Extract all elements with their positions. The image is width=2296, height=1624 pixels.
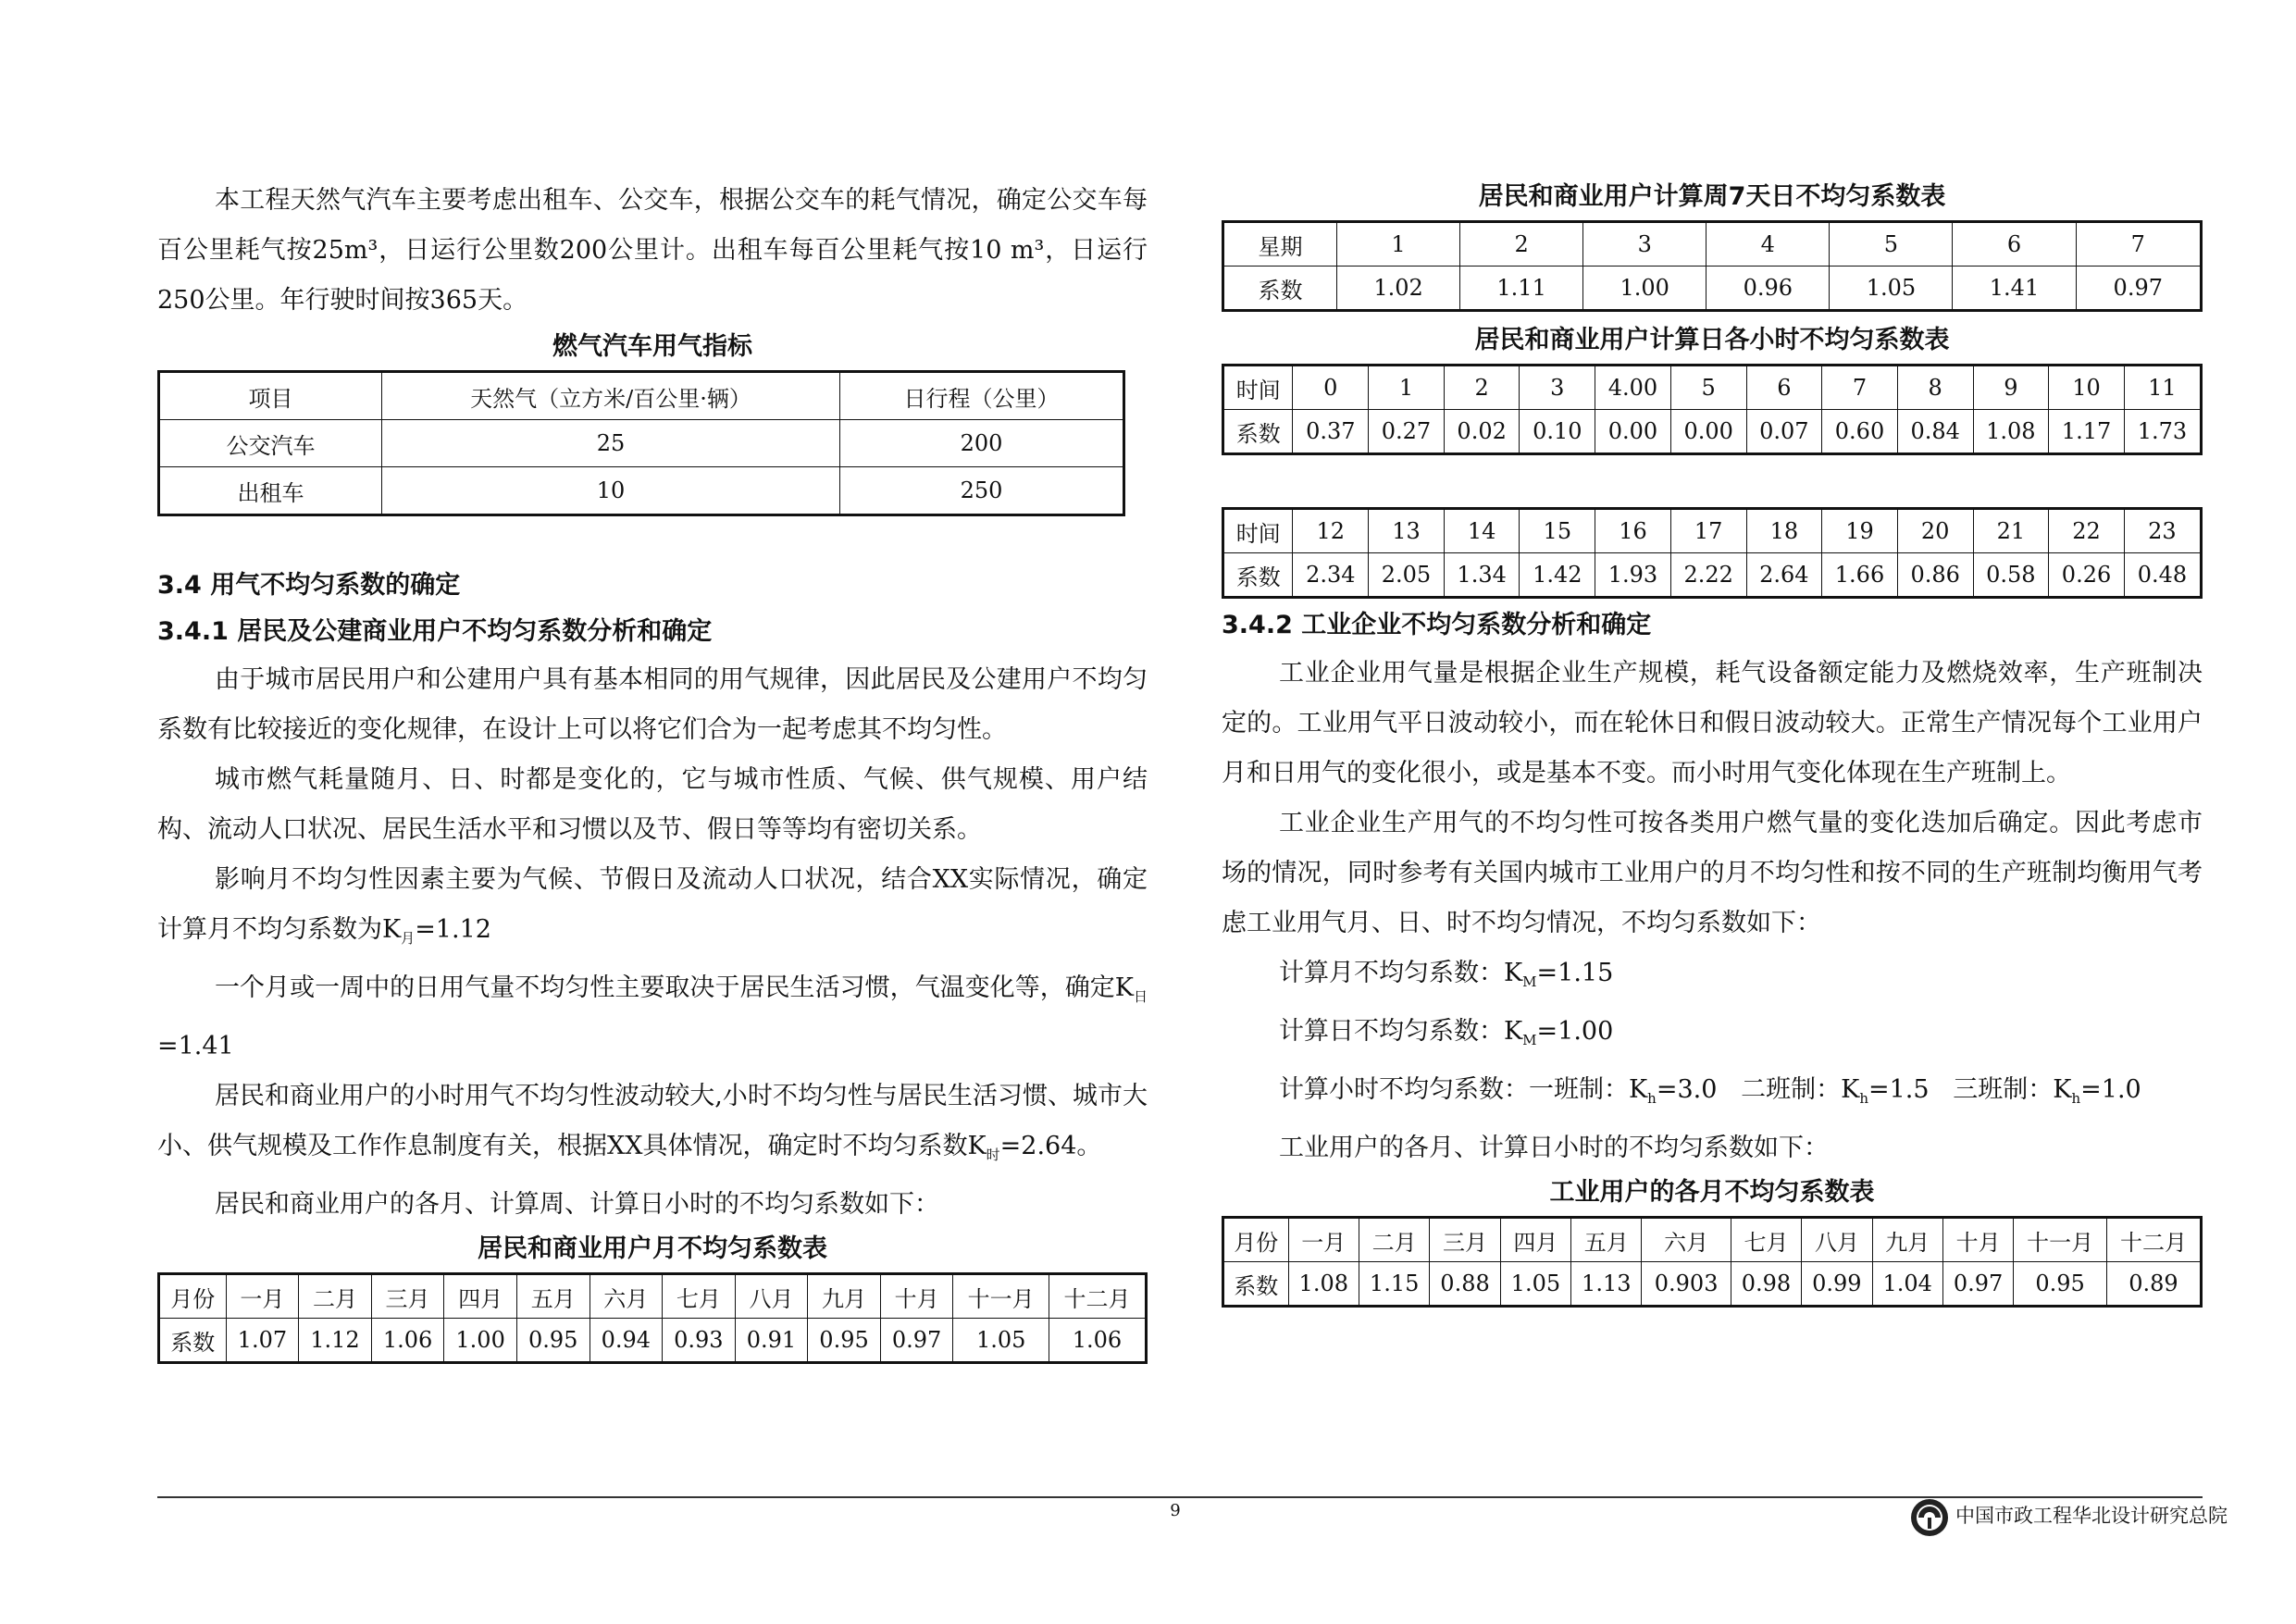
table-cell: 九月: [1872, 1218, 1942, 1262]
paragraph-5: 居民和商业用户的小时用气不均匀性波动较大,小时不均匀性与居民生活习惯、城市大小、供气规模及工作作息制度有关，根据XX具体情况，确定时不均匀系数$K_时=2.64$。: [157, 1082, 1148, 1163]
section-3-4-2-heading: 3.4.2 工业企业不均匀系数分析和确定: [1222, 611, 1652, 639]
table-cell: 0.00: [1670, 410, 1746, 454]
table-cell: 14: [1444, 509, 1520, 553]
table-cell: 1.00: [444, 1319, 517, 1363]
table-cell: 0.95: [2014, 1262, 2107, 1307]
table-cell: 0.95: [516, 1319, 590, 1363]
table-cell: 21: [1973, 509, 2049, 553]
table-row: [1223, 222, 2202, 267]
table-cell: 出租车: [159, 467, 382, 515]
table-cell: 六月: [1642, 1218, 1731, 1262]
table-cell: 6: [1746, 366, 1822, 410]
table-cell: 1.05: [953, 1319, 1049, 1363]
table-cell: 0.26: [2049, 553, 2125, 598]
table-cell: 15: [1520, 509, 1595, 553]
table-cell: 0.89: [2106, 1262, 2201, 1307]
table-cell: 4: [1706, 222, 1830, 267]
table-row: [1223, 1218, 2202, 1262]
intro-paragraph: 本工程天然气汽车主要考虑出租车、公交车，根据公交车的耗气情况，确定公交车每百公里耗气按25m³，日运行公里数200公里计。出租车每百公里耗气按10 m³，日运行250公里。年行驶时间按365天。: [157, 186, 1148, 315]
table-cell: 10: [2049, 366, 2125, 410]
table-cell: 1.02: [1336, 267, 1459, 311]
table-cell: 22: [2049, 509, 2125, 553]
table-row: [159, 1274, 1147, 1319]
paragraph-3: 影响月不均匀性因素主要为气候、节假日及流动人口状况，结合XX实际情况，确定计算月不均匀系数为$K_月=1.12$: [157, 865, 1148, 947]
table-cell: 12: [1293, 509, 1369, 553]
table-cell: 1.08: [1288, 1262, 1359, 1307]
industrial-paragraph-3: 工业用户的各月、计算日小时的不均匀系数如下：: [1279, 1134, 1829, 1162]
table-cell: 17: [1670, 509, 1746, 553]
hourly-table-part-1: [1222, 364, 2203, 455]
industrial-paragraph-2: 工业企业生产用气的不均匀性可按各类用户燃气量的变化迭加后确定。因此考虑市场的情况，同时参考有关国内城市工业用户的月不均匀性和按不同的生产班制均衡用气考虑工业用气月、日、时不均匀情况，不均匀系数如下：: [1222, 809, 2203, 937]
table-row: [1223, 1262, 2202, 1307]
table-cell: 天然气（立方米/百公里·辆）: [382, 372, 840, 420]
table-cell: 1.93: [1595, 553, 1671, 598]
table-cell: 0.02: [1444, 410, 1520, 454]
table-cell: 项目: [159, 372, 382, 420]
table-cell: 5: [1670, 366, 1746, 410]
table-cell: 公交汽车: [159, 420, 382, 467]
table-cell: 6: [1953, 222, 2076, 267]
table-cell: 0.94: [590, 1319, 663, 1363]
table-cell: 星期: [1223, 222, 1337, 267]
table-row: [1223, 509, 2202, 553]
table-cell: 10: [382, 467, 840, 515]
table-cell: 1.42: [1520, 553, 1595, 598]
table-cell: 23: [2124, 509, 2201, 553]
table-cell: 3: [1583, 222, 1706, 267]
table-cell: 系数: [1223, 267, 1337, 311]
table-cell: 三月: [371, 1274, 444, 1319]
vehicle-table-title: 燃气汽车用气指标: [552, 332, 752, 361]
table-row: [159, 1319, 1147, 1363]
residential-monthly-table: [157, 1272, 1148, 1364]
table-cell: 3: [1520, 366, 1595, 410]
k-month-line: 计算月不均匀系数：$K_M=1.15$: [1279, 959, 1614, 990]
table-cell: 1.08: [1973, 410, 2049, 454]
paragraph-1: 由于城市居民用户和公建用户具有基本相同的用气规律，因此居民及公建用户不均匀系数有比较接近的变化规律，在设计上可以将它们合为一起考虑其不均匀性。: [157, 665, 1148, 744]
table-cell: 4.00: [1595, 366, 1671, 410]
hourly-table-part-2: [1222, 507, 2203, 599]
table-cell: 八月: [1802, 1218, 1872, 1262]
table-cell: 0.37: [1293, 410, 1369, 454]
table-cell: 19: [1822, 509, 1898, 553]
table-cell: 0.97: [2076, 267, 2201, 311]
k-hour-line: 计算小时不均匀系数：一班制：$K_h=3.0$ 二班制：$K_h=1.5$ 三班制：$K_h=1.0$: [1279, 1075, 2141, 1107]
weekly-table: [1222, 220, 2203, 312]
table-cell: 1: [1369, 366, 1445, 410]
table-cell: 时间: [1223, 509, 1293, 553]
table-cell: 1.00: [1583, 267, 1706, 311]
table-row: [1223, 267, 2202, 311]
table-cell: 0.58: [1973, 553, 2049, 598]
table-cell: 十月: [1942, 1218, 2013, 1262]
right-column: [1222, 178, 2203, 1308]
industrial-table-title: 工业用户的各月不均匀系数表: [1549, 1178, 1875, 1207]
table-cell: 十一月: [2014, 1218, 2107, 1262]
table-cell: 二月: [1359, 1218, 1429, 1262]
table-cell: 系数: [1223, 410, 1293, 454]
hourly-table-title: 居民和商业用户计算日各小时不均匀系数表: [1474, 326, 1950, 354]
table-cell: 0.00: [1595, 410, 1671, 454]
table-cell: 1.34: [1444, 553, 1520, 598]
table-cell: 20: [1897, 509, 1973, 553]
table-row: [1223, 366, 2202, 410]
table-cell: 1.73: [2124, 410, 2201, 454]
table-cell: 一月: [1288, 1218, 1359, 1262]
paragraph-6: 居民和商业用户的各月、计算周、计算日小时的不均匀系数如下：: [215, 1190, 939, 1219]
table-cell: 九月: [808, 1274, 881, 1319]
table-cell: 1.11: [1460, 267, 1583, 311]
section-3-4-heading: 3.4 用气不均匀系数的确定: [157, 571, 461, 600]
paragraph-4: 一个月或一周中的日用气量不均匀性主要取决于居民生活习惯，气温变化等，确定$K_日=1.41$: [157, 973, 1148, 1060]
table-cell: 200: [840, 420, 1124, 467]
table-cell: 三月: [1430, 1218, 1500, 1262]
institute-logo-icon: [1909, 1497, 1950, 1538]
table-cell: 0.27: [1369, 410, 1445, 454]
table-cell: 2.34: [1293, 553, 1369, 598]
table-cell: 0.07: [1746, 410, 1822, 454]
table-cell: 2.22: [1670, 553, 1746, 598]
table-cell: 7: [1822, 366, 1898, 410]
table-cell: 0: [1293, 366, 1369, 410]
table-cell: 0.903: [1642, 1262, 1731, 1307]
table-cell: 1.07: [226, 1319, 299, 1363]
table-cell: 十一月: [953, 1274, 1049, 1319]
table-cell: 0.97: [1942, 1262, 2013, 1307]
table-cell: 一月: [226, 1274, 299, 1319]
table-cell: 2: [1460, 222, 1583, 267]
table-cell: 0.91: [735, 1319, 808, 1363]
table-cell: 2.64: [1746, 553, 1822, 598]
table-cell: 0.96: [1706, 267, 1830, 311]
table-cell: 1: [1336, 222, 1459, 267]
table-cell: 五月: [1571, 1218, 1642, 1262]
footer-divider: [157, 1496, 2203, 1498]
table-cell: 25: [382, 420, 840, 467]
table-cell: 1.41: [1953, 267, 2076, 311]
table-cell: 1.12: [299, 1319, 372, 1363]
table-cell: 系数: [1223, 1262, 1289, 1307]
k-day-line: 计算日不均匀系数：$K_M=1.00$: [1279, 1017, 1614, 1048]
table-cell: 0.60: [1822, 410, 1898, 454]
table-cell: 1.04: [1872, 1262, 1942, 1307]
table-cell: 1.17: [2049, 410, 2125, 454]
paragraph-2: 城市燃气耗量随月、日、时都是变化的，它与城市性质、气候、供气规模、用户结构、流动人口状况、居民生活水平和习惯以及节、假日等等均有密切关系。: [157, 765, 1148, 844]
table-cell: 六月: [590, 1274, 663, 1319]
table-cell: 11: [2124, 366, 2201, 410]
page-number: 9: [1170, 1501, 1181, 1520]
table-cell: 1.05: [1830, 267, 1953, 311]
table-cell: 十月: [880, 1274, 953, 1319]
table-cell: 日行程（公里）: [840, 372, 1124, 420]
table-cell: 四月: [444, 1274, 517, 1319]
table-cell: 0.86: [1897, 553, 1973, 598]
table-cell: 十二月: [2106, 1218, 2201, 1262]
table-cell: 5: [1830, 222, 1953, 267]
monthly-table-title: 居民和商业用户月不均匀系数表: [478, 1234, 827, 1263]
table-cell: 四月: [1500, 1218, 1570, 1262]
table-cell: 月份: [159, 1274, 227, 1319]
table-cell: 9: [1973, 366, 2049, 410]
weekly-table-title: 居民和商业用户计算周7天日不均匀系数表: [1478, 182, 1946, 211]
table-cell: 16: [1595, 509, 1671, 553]
table-cell: 0.93: [663, 1319, 736, 1363]
table-cell: 13: [1369, 509, 1445, 553]
table-cell: 7: [2076, 222, 2201, 267]
table-cell: 时间: [1223, 366, 1293, 410]
table-cell: 1.05: [1500, 1262, 1570, 1307]
industrial-paragraph-1: 工业企业用气量是根据企业生产规模，耗气设备额定能力及燃烧效率，生产班制决定的。工业用气平日波动较小，而在轮休日和假日波动较大。正常生产情况每个工业用户月和日用气的变化很小，或是基本不变。而小时用气变化体现在生产班制上。: [1222, 659, 2203, 787]
table-cell: 0.84: [1897, 410, 1973, 454]
vehicle-gas-table: [157, 370, 1125, 516]
table-cell: 八月: [735, 1274, 808, 1319]
table-cell: 十二月: [1049, 1274, 1146, 1319]
table-cell: 250: [840, 467, 1124, 515]
table-cell: 0.98: [1731, 1262, 1801, 1307]
organization-name: 中国市政工程华北设计研究总院: [1955, 1505, 2228, 1527]
table-row: [159, 467, 1124, 515]
table-cell: 系数: [1223, 553, 1293, 598]
table-cell: 1.13: [1571, 1262, 1642, 1307]
table-row: [159, 372, 1124, 420]
table-cell: 0.99: [1802, 1262, 1872, 1307]
table-cell: 1.06: [371, 1319, 444, 1363]
table-row: [159, 420, 1124, 467]
table-cell: 0.10: [1520, 410, 1595, 454]
table-cell: 0.88: [1430, 1262, 1500, 1307]
table-cell: 8: [1897, 366, 1973, 410]
table-cell: 2.05: [1369, 553, 1445, 598]
table-cell: 七月: [1731, 1218, 1801, 1262]
table-cell: 1.15: [1359, 1262, 1429, 1307]
industrial-monthly-table: [1222, 1216, 2203, 1308]
table-cell: 七月: [663, 1274, 736, 1319]
table-cell: 五月: [516, 1274, 590, 1319]
table-row: [1223, 410, 2202, 454]
table-cell: 二月: [299, 1274, 372, 1319]
section-3-4-1-heading: 3.4.1 居民及公建商业用户不均匀系数分析和确定: [157, 617, 713, 646]
table-cell: 1.66: [1822, 553, 1898, 598]
table-cell: 18: [1746, 509, 1822, 553]
table-cell: 0.95: [808, 1319, 881, 1363]
table-cell: 0.48: [2124, 553, 2201, 598]
table-cell: 月份: [1223, 1218, 1289, 1262]
table-cell: 0.97: [880, 1319, 953, 1363]
table-cell: 系数: [159, 1319, 227, 1363]
table-row: [1223, 553, 2202, 598]
table-cell: 1.06: [1049, 1319, 1146, 1363]
left-column: [157, 176, 1148, 1364]
table-cell: 2: [1444, 366, 1520, 410]
